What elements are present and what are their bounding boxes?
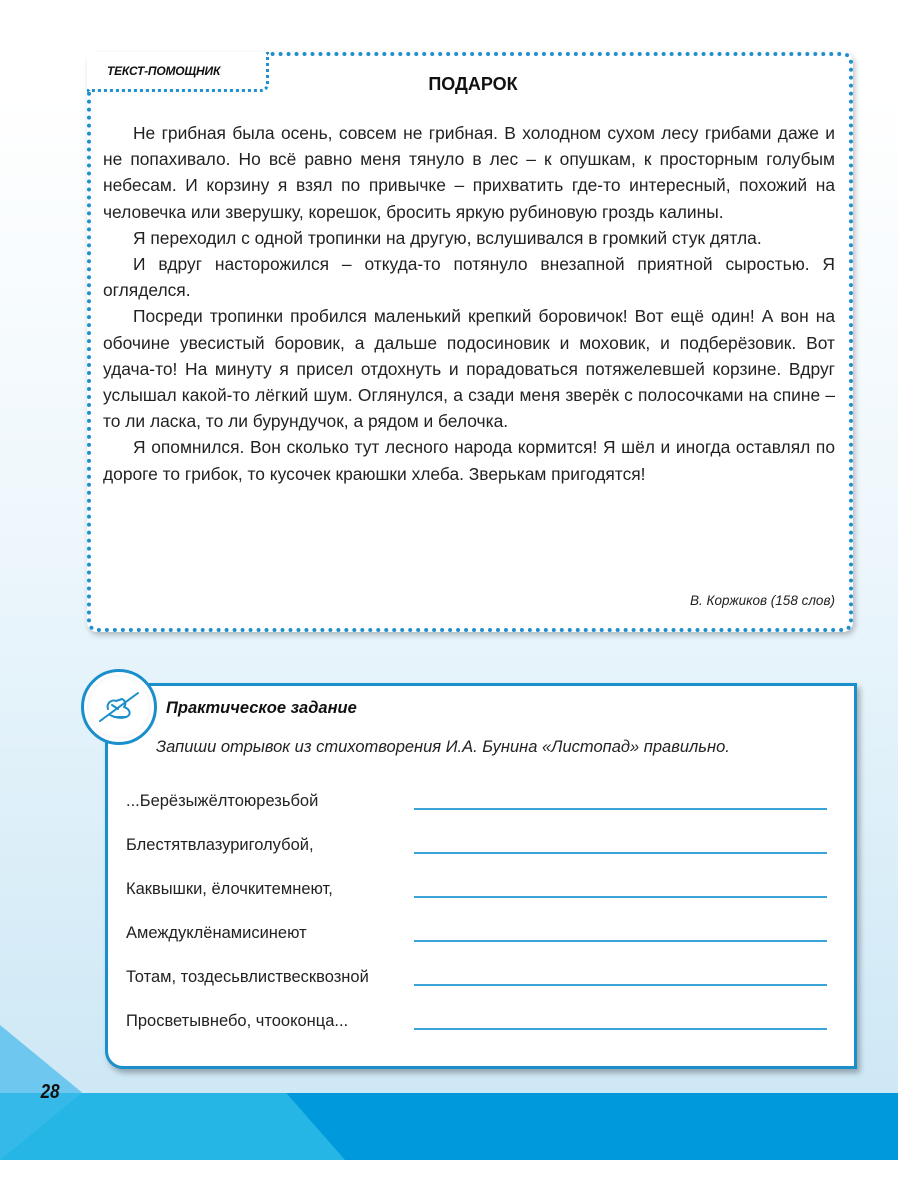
answer-input[interactable] — [414, 852, 827, 854]
story-author: В. Коржиков (158 слов) — [690, 593, 835, 608]
poem-line-row — [126, 880, 826, 906]
poem-line-row — [126, 1012, 826, 1038]
story-paragraph: Я опомнился. Вон сколько тут лесного народа кормится! Я шёл и иногда оставлял по дороге то грибок, то кусочек краюшки хлеба. Зверькам пригодятся! — [103, 437, 835, 484]
poem-line-row — [126, 924, 826, 950]
poem-line-text: Тотам, тоздесьвлиствесквозной — [126, 968, 369, 986]
task-instruction: Запиши отрывок из стихотворения И.А. Бунина «Листопад» правильно. — [156, 738, 730, 756]
answer-input[interactable] — [414, 896, 827, 898]
reading-text-box — [87, 52, 853, 632]
poem-line-row — [126, 968, 826, 994]
story-paragraph: Посреди тропинки пробился маленький крепкий боровичок! Вот ещё один! А вон на обочине увесистый боровик, а дальше подосиновик и моховик, и подберёзовик. Вот удача-то! На минуту я присел отдохнуть и порадоваться потяжелевшей корзине. Вдруг услышал какой-то лёгкий шум. Оглянулся, а сзади меня зверёк с полосочками на спине – то ли ласка, то ли бурундучок, а рядом и белочка. — [103, 306, 835, 432]
task-icon-badge — [81, 669, 157, 745]
story-title: ПОДАРОК — [428, 74, 518, 94]
answer-input[interactable] — [414, 808, 827, 810]
page-number: 28 — [40, 1081, 60, 1103]
answer-input[interactable] — [414, 940, 827, 942]
text-helper-label: ТЕКСТ-ПОМОЩНИК — [107, 64, 221, 78]
story-paragraph: И вдруг насторожился – откуда-то потянуло внезапной приятной сыростью. Я огляделся. — [103, 254, 835, 301]
poem-line-row — [126, 792, 826, 818]
answer-input[interactable] — [414, 984, 827, 986]
task-title: Практическое задание — [166, 699, 357, 717]
story-body — [103, 120, 835, 487]
answer-input[interactable] — [414, 1028, 827, 1030]
story-paragraph: Не грибная была осень, совсем не грибная. В холодном сухом лесу грибами даже и не попахивало. Но всё равно меня тянуло в лес – к опушкам, к просторным голубым небесам. И корзину я взял по привычке – прихватить где-то интересный, похожий на человечка или зверушку, корешок, бросить яркую рубиновую гроздь калины. — [103, 123, 835, 222]
poem-line-row — [126, 836, 826, 862]
writing-hand-icon — [96, 687, 142, 727]
poem-line-text: Каквышки, ёлочкитемнеют, — [126, 880, 333, 898]
poem-line-text: Просветывнебо, чтооконца... — [126, 1012, 349, 1030]
poem-line-text: Блестятвлазуриголубой, — [126, 836, 314, 854]
story-paragraph: Я переходил с одной тропинки на другую, вслушивался в громкий стук дятла. — [133, 227, 762, 248]
poem-line-text: ...Берёзыжёлтоюрезьбой — [126, 792, 319, 810]
poem-line-text: Амеждуклёнамисинеют — [126, 924, 307, 942]
